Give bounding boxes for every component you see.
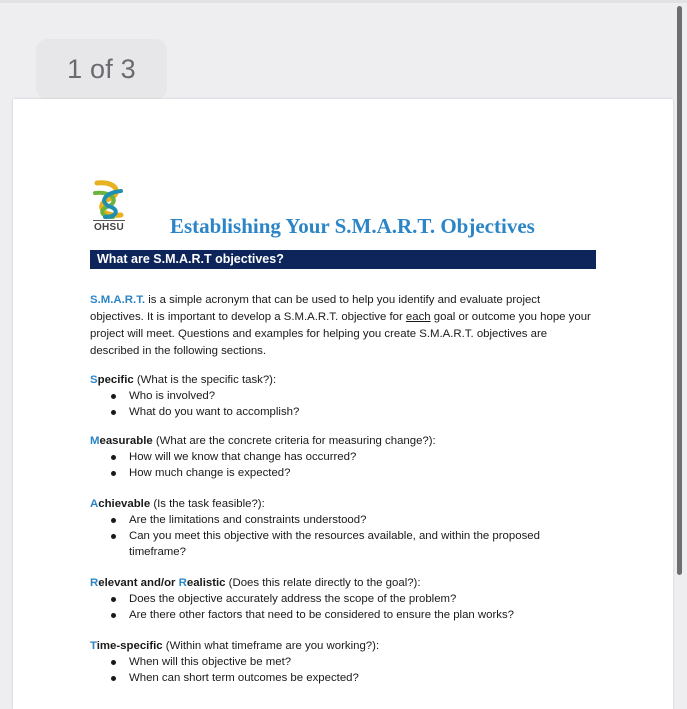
criterion-measurable (90, 433, 590, 481)
list-item: Are there other factors that need to be considered to ensure the plan works? (90, 607, 590, 623)
list-item: When will this objective be met? (90, 654, 590, 670)
list-item: Can you meet this objective with the resources available, and within the proposed timeframe? (90, 528, 590, 560)
list-item: What do you want to accomplish? (90, 404, 590, 420)
list-item: Who is involved? (90, 388, 590, 404)
criterion-achievable (90, 496, 590, 560)
list-item: How will we know that change has occurred? (90, 449, 590, 465)
bullet-icon (111, 410, 116, 415)
criterion-bullets (90, 512, 590, 560)
document-title: Establishing Your S.M.A.R.T. Objectives (170, 214, 535, 238)
bullet-icon (111, 518, 116, 523)
acronym: S.M.A.R.T. (90, 294, 146, 306)
criterion-question: (Within what timeframe are you working?): (162, 640, 380, 652)
criterion-term: Relevant and/or Realistic (90, 577, 226, 589)
pdf-page (13, 99, 673, 709)
intro-paragraph (90, 292, 595, 360)
intro-each: each (405, 311, 431, 323)
criterion-specific (90, 372, 590, 420)
bullet-icon (111, 471, 116, 476)
list-item: How much change is expected? (90, 465, 590, 481)
ohsu-logo (89, 177, 129, 237)
bullet-icon (111, 455, 116, 460)
criterion-term: Measurable (90, 435, 153, 447)
bullet-icon (111, 597, 116, 602)
list-item: Are the limitations and constraints understood? (90, 512, 590, 528)
criterion-bullets (90, 591, 590, 623)
intro-text-1: is a simple acronym that can be used to help you identify and evaluate project objectives. It is important to develop a S.M.A.R.T. objective for (90, 294, 541, 323)
list-item: When can short term outcomes be expected? (90, 670, 590, 686)
criterion-question: (What is the specific task?): (133, 374, 277, 386)
criterion-question: (Does this relate directly to the goal?): (225, 577, 421, 589)
criterion-bullets (90, 388, 590, 420)
criterion-question: (Is the task feasible?): (150, 498, 265, 510)
criterion-time-specific (90, 638, 590, 686)
bullet-icon (111, 613, 116, 618)
list-item: Does the objective accurately address the scope of the problem? (90, 591, 590, 607)
scrollbar-thumb[interactable] (677, 6, 682, 575)
criterion-term: Specific (90, 374, 134, 386)
criterion-term: Achievable (90, 498, 151, 510)
ohsu-logo-icon (89, 177, 129, 221)
bullet-icon (111, 394, 116, 399)
intro-text-2: goal or outcome you hope your project will meet. Questions and examples for helping you create S.M.A.R.T. objectives are described in the following sections. (90, 311, 591, 357)
criterion-term: Time-specific (90, 640, 163, 652)
page-indicator: 1 of 3 (36, 39, 167, 100)
section-heading: What are S.M.A.R.T objectives? (90, 250, 596, 269)
bullet-icon (111, 534, 116, 539)
bullet-icon (111, 660, 116, 665)
criterion-bullets (90, 654, 590, 686)
logo-text: OHSU (89, 222, 129, 233)
criterion-question: (What are the concrete criteria for measuring change?): (152, 435, 436, 447)
viewer-top-border (0, 0, 687, 3)
bullet-icon (111, 676, 116, 681)
criterion-relevant (90, 575, 590, 623)
criterion-bullets (90, 449, 590, 481)
